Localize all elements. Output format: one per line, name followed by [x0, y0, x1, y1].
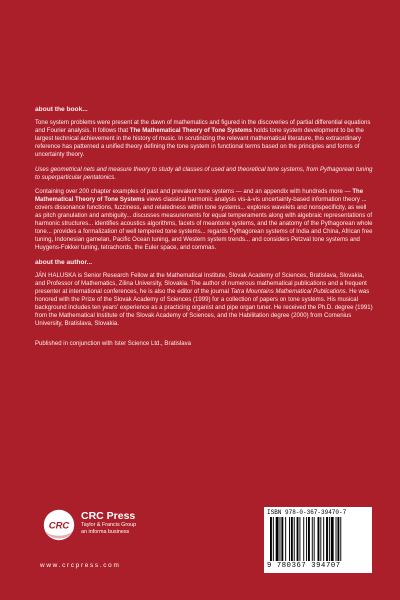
- barcode-bar: [303, 517, 304, 561]
- publisher-business: an informa business: [81, 529, 130, 535]
- barcode-bar: [326, 517, 328, 561]
- book-title-2: The Mathematical Theory of Tone Systems: [35, 188, 364, 203]
- cover-text: [35, 106, 373, 354]
- crc-logo-icon: [40, 506, 78, 544]
- barcode-bar: [306, 517, 307, 561]
- barcode-bar: [299, 517, 300, 561]
- isbn-barcode: [264, 507, 372, 573]
- about-book-text-3b: views classical harmonic analysis vis-à-vis uncertainty-based information theory ... covers dissonance functions, fuzziness, and relatedness within tone systems... explores wavelets and nonspecificity, as well as pitch granulation and ambiguity... discusses measurements for equal temperaments along with algebraic representations of harmonic structures... identifies acoustics algorithms, facets of meantone systems, and the anatomy of the Pythagorean whole tone... provides a formalization of well tempered tone systems... regards Pythagorean systems of India and China, African free tuning, Indonesian gamelan, Pacific Ocean tuning, and Western system trends... and considers Petzval tone systems and Huygens-Fokker tuning, tetrachords, the Euler space, and commas.: [35, 196, 373, 252]
- barcode-number: 9 780367 394707: [267, 562, 341, 570]
- barcode-bar: [273, 517, 274, 561]
- barcode-bar: [331, 517, 334, 561]
- author-text-a: JÁN HALUSKA is Senior Research Fellow at the Mathematical Institute, Slovak Academy of Sciences, Bratislava, Slovakia, and Professor of Mathematics, Zilina University, Slovakia. The author of numerous mathematical publications and a frequent presenter at international conferences, he is also the editor of the journal: [35, 272, 367, 295]
- about-book-text-3a: Containing over 200 chapter examples of past and prevalent tone systems — and an appendix with hundreds more —: [35, 188, 353, 195]
- barcode-bar: [323, 517, 324, 561]
- barcode-bar: [276, 517, 279, 561]
- publisher-group: Taylor & Francis Group: [81, 522, 137, 528]
- about-book-paragraph-2: Uses geometrical nets and measure theory to study all classes of used and theoretical tone systems, from Pythagorean tuning to superparticular pentatonics.: [35, 166, 373, 181]
- isbn-label: ISBN 978-0-367-39470-7: [267, 509, 347, 516]
- barcode-bar: [320, 517, 321, 561]
- barcode-bar: [314, 517, 315, 561]
- about-author-heading: about the author...: [35, 258, 93, 266]
- published-note: Published in conjunction with Ister Science Ltd., Bratislava: [35, 341, 191, 348]
- barcode-bar: [336, 517, 337, 561]
- barcode-bar: [289, 517, 290, 561]
- journal-title: Tatra Mountains Mathematical Publications: [230, 288, 346, 295]
- about-author-paragraph: [35, 272, 373, 329]
- barcode-bar: [312, 517, 313, 561]
- book-title-1: The Mathematical Theory of Tone Systems: [129, 128, 252, 135]
- barcode-bar: [318, 517, 320, 561]
- about-book-text-1b: holds tone system development to be the largest technical achievement in the history of music. In scrutinizing the relevant mathematical literature, this extraordinary reference has patterned a unified theory defining the tone system in functional terms based on the principles and forms of uncertainty theory.: [35, 128, 364, 159]
- barcode-bar: [308, 517, 310, 561]
- about-book-paragraph-3: [35, 188, 373, 253]
- barcode-bar: [285, 517, 286, 561]
- barcode-bar: [280, 517, 281, 561]
- barcode-bar: [297, 517, 299, 561]
- barcode-bar: [329, 517, 330, 561]
- publisher-name: CRC Press: [81, 510, 136, 522]
- barcode-bars: [270, 517, 366, 563]
- author-text-b: . He was honored with the Prize of the Slovak Academy of Sciences (1999) for a collection of papers on tone systems. His musical background includes ten years' experience as a practicing organist and pipe organ tuner. He received the Ph.D. degree (1991) from the Mathematical Institute of the Slovak Academy of Sciences, and the Habilitation degree (2000) from Comenius University, Bratislava, Slovakia.: [35, 288, 373, 328]
- publisher-url[interactable]: www.crcpress.com: [40, 562, 121, 569]
- publisher-block: [81, 510, 136, 536]
- barcode-bar: [270, 517, 272, 561]
- barcode-bar: [294, 517, 295, 561]
- crc-logo-text: CRC: [48, 520, 70, 532]
- about-book-heading: about the book...: [35, 106, 88, 113]
- about-book-paragraph-1: [35, 119, 373, 159]
- barcode-bar: [291, 517, 293, 561]
- about-book-text-1: Tone system problems were present at the dawn of mathematics and figured in the discoveries of partial differential equations and Fourier analysis. It follows that: [35, 120, 371, 135]
- barcode-bar: [281, 517, 283, 561]
- barcode-bar: [337, 517, 339, 561]
- barcode-bar: [340, 517, 341, 561]
